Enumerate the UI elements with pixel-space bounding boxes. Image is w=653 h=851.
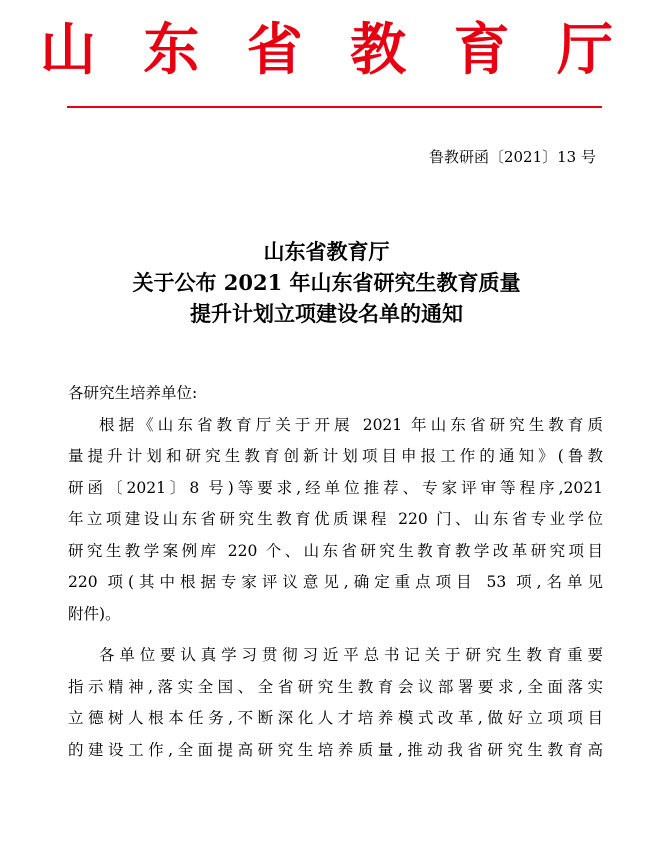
document-title (0, 236, 653, 329)
title-line: 关于公布 2021 年山东省研究生教育质量 (132, 270, 521, 295)
paragraph-line: 立德树人根本任务,不断深化人才培养模式改革,做好立项项目 (68, 709, 603, 727)
paragraph-line: 220 项(其中根据专家评议意见,确定重点项目 53 项,名单见 (68, 573, 603, 591)
paragraph-line: 指示精神,落实全国、全省研究生教育会议部署要求,全面落实 (68, 677, 603, 696)
letterhead-char: 育 (453, 17, 510, 83)
paragraph-line: 量提升计划和研究生教育创新计划项目申报工作的通知》(鲁教 (68, 447, 603, 465)
document-body (68, 378, 603, 766)
title-line: 山东省教育厅 (263, 239, 390, 264)
letterhead-red-divider (67, 106, 602, 108)
paragraph-line: 研究生教学案例库 220 个、山东省研究生教育教学改革研究项目 (68, 541, 603, 560)
salutation: 各研究生培养单位: (68, 384, 198, 402)
paragraph-line: 各单位要认真学习贯彻习近平总书记关于研究生教育重要 (99, 646, 603, 664)
letterhead-char: 省 (246, 17, 303, 83)
letterhead-char: 山 (40, 17, 96, 83)
document-number: 鲁教研函〔2021〕13 号 (428, 148, 596, 166)
paragraph-line: 的建设工作,全面提高研究生培养质量,推动我省研究生教育高 (68, 740, 603, 759)
paragraph-line: 研函〔2021〕8 号)等要求,经单位推荐、专家评审等程序,2021 (68, 478, 603, 497)
paragraph-2 (68, 640, 603, 766)
letterhead-char: 教 (350, 17, 407, 83)
paragraph-line: 附件)。 (68, 604, 121, 623)
letterhead-char: 厅 (556, 17, 613, 83)
paragraph-1 (68, 410, 603, 631)
title-line: 提升计划立项建设名单的通知 (190, 301, 463, 326)
letterhead-char: 东 (143, 17, 200, 83)
paragraph-line: 根据《山东省教育厅关于开展 2021 年山东省研究生教育质 (99, 415, 603, 434)
paragraph-line: 年立项建设山东省研究生教育优质课程 220 门、山东省专业学位 (68, 510, 603, 528)
letterhead-title (40, 17, 613, 83)
